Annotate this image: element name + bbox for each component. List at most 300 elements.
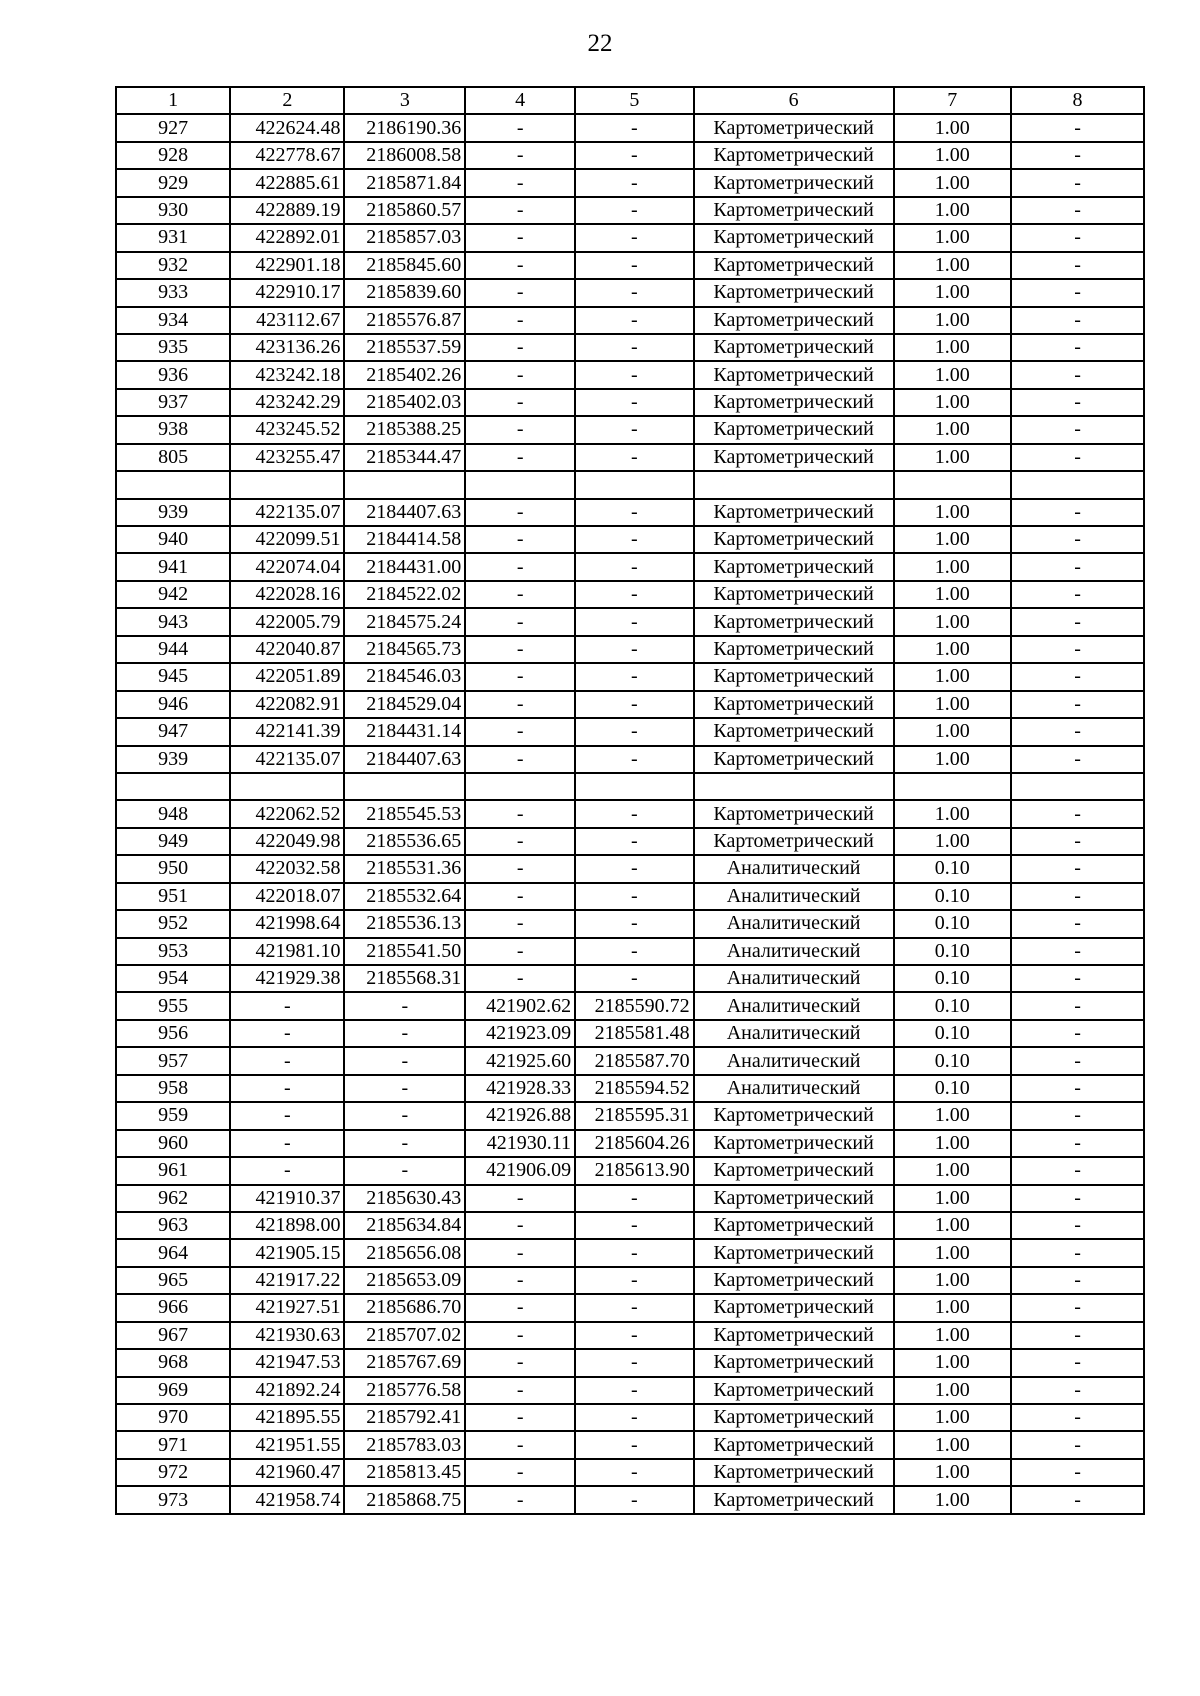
method-cell: Картометрический (694, 608, 894, 635)
point-number-cell: 944 (116, 636, 230, 663)
method-cell: Картометрический (694, 1349, 894, 1376)
x-coord-cell: 422778.67 (230, 142, 344, 169)
note-cell: - (1011, 965, 1144, 992)
point-number-cell: 969 (116, 1377, 230, 1404)
accuracy-cell: 1.00 (894, 1349, 1012, 1376)
y-coord-cell: 2184414.58 (344, 526, 465, 553)
x-coord-cell: 422051.89 (230, 663, 344, 690)
point-number-cell: 931 (116, 224, 230, 251)
x-alt-cell: - (465, 553, 575, 580)
point-number-cell: 946 (116, 691, 230, 718)
note-cell: - (1011, 746, 1144, 773)
y-coord-cell: 2185845.60 (344, 252, 465, 279)
accuracy-cell: 1.00 (894, 800, 1012, 827)
y-alt-cell: - (575, 444, 694, 471)
note-cell: - (1011, 1322, 1144, 1349)
y-alt-cell: - (575, 526, 694, 553)
y-coord-cell: 2184407.63 (344, 746, 465, 773)
method-cell (694, 471, 894, 498)
accuracy-cell: 1.00 (894, 746, 1012, 773)
y-alt-cell: - (575, 389, 694, 416)
y-coord-cell: 2185783.03 (344, 1431, 465, 1458)
y-coord-cell: 2186190.36 (344, 114, 465, 141)
y-coord-cell: 2185792.41 (344, 1404, 465, 1431)
point-number-cell: 940 (116, 526, 230, 553)
x-coord-cell: 421998.64 (230, 910, 344, 937)
method-cell: Картометрический (694, 1459, 894, 1486)
point-number-cell: 927 (116, 114, 230, 141)
x-coord-cell: 421960.47 (230, 1459, 344, 1486)
y-coord-cell: - (344, 1157, 465, 1184)
x-coord-cell: 422141.39 (230, 718, 344, 745)
note-cell: - (1011, 1294, 1144, 1321)
note-cell: - (1011, 1431, 1144, 1458)
x-alt-cell: - (465, 142, 575, 169)
method-cell: Картометрический (694, 416, 894, 443)
accuracy-cell: 1.00 (894, 1130, 1012, 1157)
point-number-cell: 945 (116, 663, 230, 690)
note-cell: - (1011, 1486, 1144, 1513)
table-row (116, 142, 1144, 169)
accuracy-cell: 0.10 (894, 992, 1012, 1019)
x-alt-cell: - (465, 608, 575, 635)
point-number-cell: 941 (116, 553, 230, 580)
table-row (116, 992, 1144, 1019)
method-cell: Картометрический (694, 1267, 894, 1294)
point-number-cell: 972 (116, 1459, 230, 1486)
table-row (116, 471, 1144, 498)
x-alt-cell: - (465, 416, 575, 443)
table-row (116, 1212, 1144, 1239)
y-coord-cell: 2185541.50 (344, 938, 465, 965)
method-cell: Аналитический (694, 883, 894, 910)
point-number-cell: 938 (116, 416, 230, 443)
y-alt-cell: - (575, 1377, 694, 1404)
x-alt-cell: - (465, 691, 575, 718)
y-alt-cell (575, 773, 694, 800)
accuracy-cell: 1.00 (894, 444, 1012, 471)
table-row (116, 746, 1144, 773)
x-coord-cell: 421947.53 (230, 1349, 344, 1376)
y-coord-cell: 2185531.36 (344, 855, 465, 882)
table-row (116, 910, 1144, 937)
table-row (116, 1102, 1144, 1129)
note-cell: - (1011, 1239, 1144, 1266)
table-row (116, 1322, 1144, 1349)
y-coord-cell: 2184565.73 (344, 636, 465, 663)
accuracy-cell (894, 471, 1012, 498)
x-alt-cell: - (465, 1322, 575, 1349)
note-cell: - (1011, 855, 1144, 882)
table-row (116, 499, 1144, 526)
method-cell: Картометрический (694, 169, 894, 196)
accuracy-cell: 1.00 (894, 1322, 1012, 1349)
note-cell: - (1011, 992, 1144, 1019)
table-body (116, 114, 1144, 1513)
method-cell: Картометрический (694, 389, 894, 416)
table-row (116, 718, 1144, 745)
x-coord-cell: 422889.19 (230, 197, 344, 224)
table-row (116, 691, 1144, 718)
point-number-cell: 929 (116, 169, 230, 196)
method-cell: Картометрический (694, 1212, 894, 1239)
y-alt-cell: - (575, 800, 694, 827)
note-cell: - (1011, 114, 1144, 141)
y-alt-cell: - (575, 553, 694, 580)
x-alt-cell: - (465, 1267, 575, 1294)
x-alt-cell: - (465, 499, 575, 526)
method-cell: Аналитический (694, 1075, 894, 1102)
x-alt-cell: 421930.11 (465, 1130, 575, 1157)
table-row (116, 526, 1144, 553)
y-alt-cell: - (575, 1239, 694, 1266)
y-alt-cell: - (575, 142, 694, 169)
x-alt-cell: - (465, 224, 575, 251)
table-row (116, 1239, 1144, 1266)
point-number-cell: 939 (116, 746, 230, 773)
y-coord-cell: - (344, 1075, 465, 1102)
y-alt-cell: - (575, 1322, 694, 1349)
accuracy-cell: 0.10 (894, 1020, 1012, 1047)
note-cell: - (1011, 499, 1144, 526)
accuracy-cell: 1.00 (894, 1267, 1012, 1294)
accuracy-cell: 1.00 (894, 499, 1012, 526)
x-coord-cell (230, 773, 344, 800)
note-cell: - (1011, 1157, 1144, 1184)
y-coord-cell: 2185776.58 (344, 1377, 465, 1404)
y-alt-cell: - (575, 883, 694, 910)
column-header: 3 (344, 87, 465, 114)
note-cell (1011, 471, 1144, 498)
y-alt-cell: - (575, 1459, 694, 1486)
table-row (116, 855, 1144, 882)
table-row (116, 1349, 1144, 1376)
x-coord-cell: 422885.61 (230, 169, 344, 196)
method-cell: Картометрический (694, 197, 894, 224)
point-number-cell: 955 (116, 992, 230, 1019)
y-alt-cell: - (575, 581, 694, 608)
accuracy-cell: 1.00 (894, 1102, 1012, 1129)
y-alt-cell: - (575, 1212, 694, 1239)
x-coord-cell: 422032.58 (230, 855, 344, 882)
column-header: 4 (465, 87, 575, 114)
y-coord-cell: 2185576.87 (344, 307, 465, 334)
y-alt-cell: - (575, 1294, 694, 1321)
y-alt-cell: 2185595.31 (575, 1102, 694, 1129)
note-cell: - (1011, 1212, 1144, 1239)
table-row (116, 1047, 1144, 1074)
x-coord-cell: 422028.16 (230, 581, 344, 608)
point-number-cell: 951 (116, 883, 230, 910)
table-row (116, 1377, 1144, 1404)
table-row (116, 1267, 1144, 1294)
point-number-cell: 959 (116, 1102, 230, 1129)
point-number-cell: 947 (116, 718, 230, 745)
point-number-cell: 934 (116, 307, 230, 334)
x-coord-cell: - (230, 992, 344, 1019)
y-coord-cell: 2184407.63 (344, 499, 465, 526)
table-header-row (116, 87, 1144, 114)
x-alt-cell: 421902.62 (465, 992, 575, 1019)
y-coord-cell (344, 471, 465, 498)
accuracy-cell: 1.00 (894, 307, 1012, 334)
y-coord-cell: - (344, 1102, 465, 1129)
point-number-cell: 973 (116, 1486, 230, 1513)
point-number-cell: 958 (116, 1075, 230, 1102)
y-alt-cell: - (575, 307, 694, 334)
y-coord-cell: 2185868.75 (344, 1486, 465, 1513)
x-coord-cell: - (230, 1047, 344, 1074)
accuracy-cell: 0.10 (894, 883, 1012, 910)
x-alt-cell: 421928.33 (465, 1075, 575, 1102)
table-row (116, 800, 1144, 827)
x-coord-cell: 422135.07 (230, 746, 344, 773)
y-coord-cell: 2185707.02 (344, 1322, 465, 1349)
accuracy-cell: 1.00 (894, 1486, 1012, 1513)
accuracy-cell: 1.00 (894, 608, 1012, 635)
y-alt-cell: - (575, 828, 694, 855)
point-number-cell: 950 (116, 855, 230, 882)
point-number-cell: 968 (116, 1349, 230, 1376)
y-coord-cell: 2184546.03 (344, 663, 465, 690)
accuracy-cell: 1.00 (894, 142, 1012, 169)
method-cell: Картометрический (694, 499, 894, 526)
y-alt-cell: - (575, 224, 694, 251)
x-coord-cell: 423255.47 (230, 444, 344, 471)
x-coord-cell: - (230, 1075, 344, 1102)
accuracy-cell: 1.00 (894, 1239, 1012, 1266)
method-cell: Картометрический (694, 553, 894, 580)
point-number-cell: 961 (116, 1157, 230, 1184)
method-cell: Картометрический (694, 1102, 894, 1129)
method-cell: Картометрический (694, 828, 894, 855)
note-cell: - (1011, 1102, 1144, 1129)
y-coord-cell: 2186008.58 (344, 142, 465, 169)
x-coord-cell: - (230, 1130, 344, 1157)
method-cell: Картометрический (694, 142, 894, 169)
note-cell: - (1011, 1185, 1144, 1212)
note-cell: - (1011, 1047, 1144, 1074)
x-alt-cell: - (465, 1404, 575, 1431)
y-coord-cell: - (344, 1047, 465, 1074)
column-header: 5 (575, 87, 694, 114)
y-alt-cell: - (575, 361, 694, 388)
note-cell: - (1011, 307, 1144, 334)
y-alt-cell: - (575, 279, 694, 306)
y-coord-cell: 2185767.69 (344, 1349, 465, 1376)
x-alt-cell: - (465, 1377, 575, 1404)
point-number-cell: 953 (116, 938, 230, 965)
x-coord-cell: 421930.63 (230, 1322, 344, 1349)
x-alt-cell: - (465, 910, 575, 937)
table-row (116, 169, 1144, 196)
point-number-cell: 965 (116, 1267, 230, 1294)
x-coord-cell: 421895.55 (230, 1404, 344, 1431)
x-alt-cell: 421925.60 (465, 1047, 575, 1074)
x-alt-cell: 421923.09 (465, 1020, 575, 1047)
accuracy-cell: 1.00 (894, 1431, 1012, 1458)
method-cell: Картометрический (694, 800, 894, 827)
note-cell: - (1011, 334, 1144, 361)
method-cell: Картометрический (694, 1185, 894, 1212)
point-number-cell: 971 (116, 1431, 230, 1458)
y-coord-cell: 2185656.08 (344, 1239, 465, 1266)
accuracy-cell: 1.00 (894, 224, 1012, 251)
x-alt-cell: - (465, 307, 575, 334)
point-number-cell: 935 (116, 334, 230, 361)
x-alt-cell: - (465, 1349, 575, 1376)
accuracy-cell: 1.00 (894, 334, 1012, 361)
table-row (116, 224, 1144, 251)
x-coord-cell: 422624.48 (230, 114, 344, 141)
y-coord-cell: 2185813.45 (344, 1459, 465, 1486)
column-header: 2 (230, 87, 344, 114)
y-alt-cell: - (575, 910, 694, 937)
y-coord-cell: 2185634.84 (344, 1212, 465, 1239)
column-header: 1 (116, 87, 230, 114)
y-coord-cell: 2185568.31 (344, 965, 465, 992)
table-row (116, 279, 1144, 306)
method-cell: Картометрический (694, 224, 894, 251)
y-alt-cell (575, 471, 694, 498)
table-row (116, 938, 1144, 965)
note-cell: - (1011, 252, 1144, 279)
method-cell: Картометрический (694, 636, 894, 663)
accuracy-cell (894, 773, 1012, 800)
accuracy-cell: 1.00 (894, 553, 1012, 580)
note-cell: - (1011, 828, 1144, 855)
method-cell: Картометрический (694, 581, 894, 608)
x-coord-cell: 422018.07 (230, 883, 344, 910)
table-row (116, 252, 1144, 279)
y-coord-cell: 2185545.53 (344, 800, 465, 827)
note-cell: - (1011, 389, 1144, 416)
point-number-cell: 936 (116, 361, 230, 388)
x-coord-cell: 422049.98 (230, 828, 344, 855)
y-alt-cell: - (575, 1185, 694, 1212)
point-number-cell: 957 (116, 1047, 230, 1074)
y-coord-cell: 2184431.14 (344, 718, 465, 745)
x-coord-cell: 423242.18 (230, 361, 344, 388)
accuracy-cell: 1.00 (894, 1185, 1012, 1212)
accuracy-cell: 1.00 (894, 361, 1012, 388)
method-cell: Аналитический (694, 1047, 894, 1074)
note-cell (1011, 773, 1144, 800)
y-coord-cell: 2185630.43 (344, 1185, 465, 1212)
accuracy-cell: 1.00 (894, 389, 1012, 416)
method-cell: Картометрический (694, 1157, 894, 1184)
method-cell: Картометрический (694, 279, 894, 306)
table-row (116, 608, 1144, 635)
note-cell: - (1011, 910, 1144, 937)
column-header: 8 (1011, 87, 1144, 114)
point-number-cell: 963 (116, 1212, 230, 1239)
x-coord-cell: - (230, 1157, 344, 1184)
x-coord-cell: 422005.79 (230, 608, 344, 635)
accuracy-cell: 0.10 (894, 938, 1012, 965)
table-row (116, 307, 1144, 334)
accuracy-cell: 1.00 (894, 663, 1012, 690)
table-row (116, 883, 1144, 910)
y-alt-cell: - (575, 691, 694, 718)
table-row (116, 361, 1144, 388)
note-cell: - (1011, 691, 1144, 718)
accuracy-cell: 1.00 (894, 718, 1012, 745)
y-alt-cell: 2185594.52 (575, 1075, 694, 1102)
y-alt-cell: 2185613.90 (575, 1157, 694, 1184)
x-alt-cell: 421926.88 (465, 1102, 575, 1129)
x-alt-cell: - (465, 883, 575, 910)
method-cell: Картометрический (694, 1130, 894, 1157)
note-cell: - (1011, 197, 1144, 224)
accuracy-cell: 1.00 (894, 1377, 1012, 1404)
y-alt-cell: - (575, 114, 694, 141)
y-alt-cell: - (575, 718, 694, 745)
point-number-cell: 805 (116, 444, 230, 471)
y-coord-cell: 2185532.64 (344, 883, 465, 910)
x-alt-cell: - (465, 1294, 575, 1321)
x-coord-cell: 421905.15 (230, 1239, 344, 1266)
x-alt-cell: - (465, 965, 575, 992)
point-number-cell: 932 (116, 252, 230, 279)
note-cell: - (1011, 169, 1144, 196)
y-alt-cell: - (575, 1486, 694, 1513)
method-cell: Картометрический (694, 1404, 894, 1431)
x-coord-cell: 422892.01 (230, 224, 344, 251)
table-row (116, 1486, 1144, 1513)
x-alt-cell: - (465, 855, 575, 882)
y-coord-cell: - (344, 992, 465, 1019)
note-cell: - (1011, 444, 1144, 471)
note-cell: - (1011, 553, 1144, 580)
y-coord-cell: 2185871.84 (344, 169, 465, 196)
point-number-cell: 949 (116, 828, 230, 855)
y-coord-cell: 2185402.03 (344, 389, 465, 416)
point-number-cell: 928 (116, 142, 230, 169)
accuracy-cell: 1.00 (894, 526, 1012, 553)
method-cell: Картометрический (694, 361, 894, 388)
accuracy-cell: 1.00 (894, 1157, 1012, 1184)
y-coord-cell: 2185344.47 (344, 444, 465, 471)
method-cell: Картометрический (694, 1431, 894, 1458)
x-coord-cell: 421892.24 (230, 1377, 344, 1404)
x-coord-cell: 422082.91 (230, 691, 344, 718)
x-coord-cell: 421917.22 (230, 1267, 344, 1294)
accuracy-cell: 1.00 (894, 581, 1012, 608)
method-cell: Аналитический (694, 855, 894, 882)
accuracy-cell: 1.00 (894, 691, 1012, 718)
x-alt-cell: - (465, 746, 575, 773)
table-row (116, 1404, 1144, 1431)
table-row (116, 965, 1144, 992)
accuracy-cell: 1.00 (894, 416, 1012, 443)
y-alt-cell: - (575, 252, 694, 279)
accuracy-cell: 1.00 (894, 279, 1012, 306)
point-number-cell (116, 471, 230, 498)
x-coord-cell: 423245.52 (230, 416, 344, 443)
point-number-cell: 937 (116, 389, 230, 416)
y-coord-cell: 2185857.03 (344, 224, 465, 251)
x-coord-cell: 422910.17 (230, 279, 344, 306)
point-number-cell: 970 (116, 1404, 230, 1431)
y-alt-cell: - (575, 636, 694, 663)
method-cell: Картометрический (694, 1322, 894, 1349)
x-coord-cell: 422074.04 (230, 553, 344, 580)
method-cell: Аналитический (694, 910, 894, 937)
accuracy-cell: 1.00 (894, 169, 1012, 196)
x-alt-cell (465, 471, 575, 498)
y-alt-cell: - (575, 608, 694, 635)
